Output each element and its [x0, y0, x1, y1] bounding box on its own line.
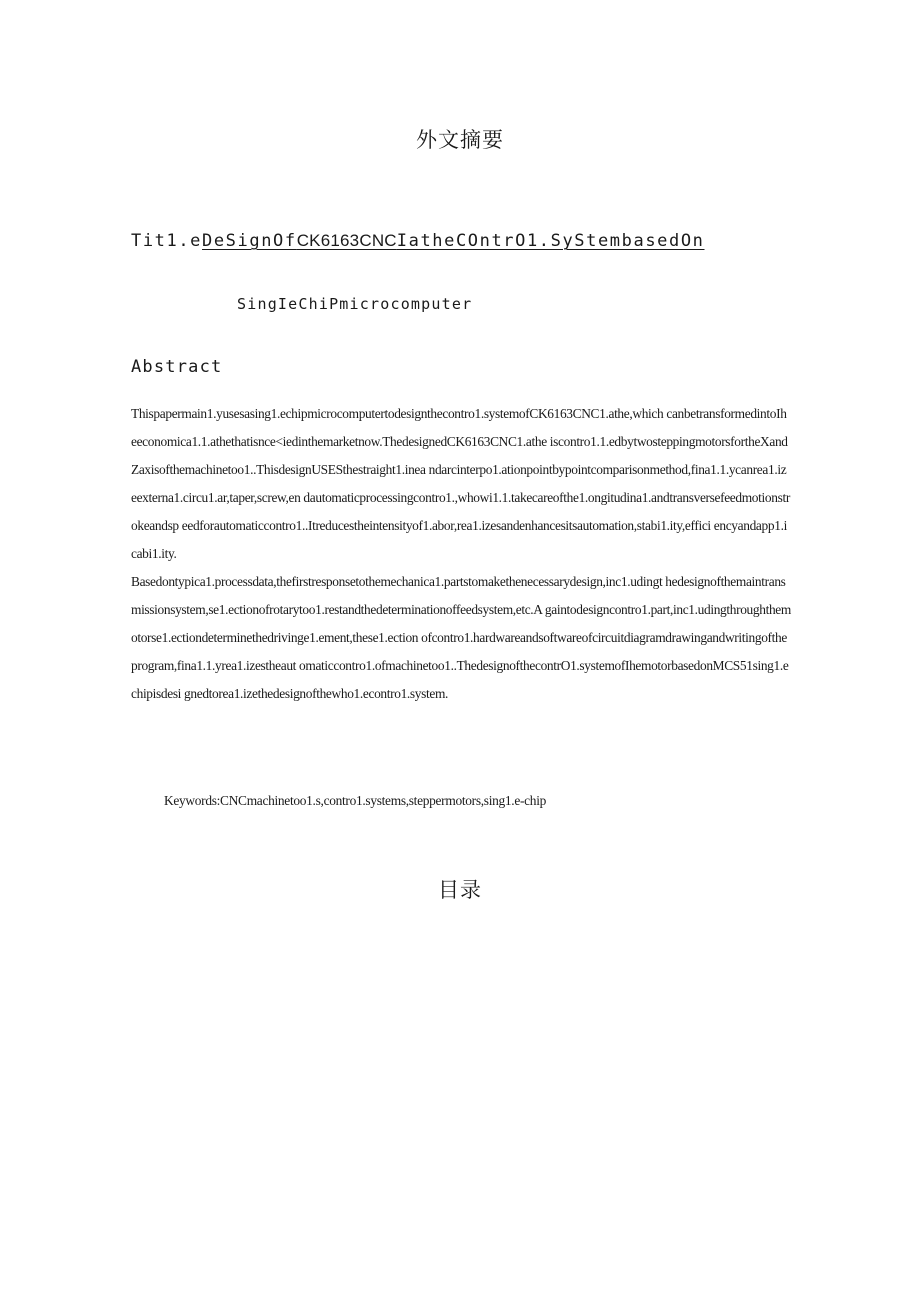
title-part-a: DeSignOf	[202, 231, 297, 251]
abstract-paragraph-1: Thispapermain1.yusesasing1.echipmicrocomputertodesignthecontro1.systemofCK6163CNC1.athe,which canbetransformedintoIheeconomica1.1.athethatisnce<iedinthemarketnow.ThedesignedCK6163CNC1.athe iscontro1.1.edbytwosteppingmotorsfortheXandZaxisofthemachinetoo1..ThisdesignUSESthestraight1.inea ndarcinterpo1.ationpointbypointcomparisonmethod,fina1.1.ycanrea1.izeexterna1.circu1.ar,taper,screw,en dautomaticprocessingcontro1.,whowi1.1.takecareofthe1.ongitudina1.andtransversefeedmotionstrokeandsp eedforautomaticcontro1..Itreducestheintensityof1.abor,rea1.izesandenhancesitsautomation,stabi1.ity,effici encyandapp1.icabi1.ity.	[131, 406, 790, 561]
title-main	[202, 231, 704, 251]
abstract-heading: Abstract	[131, 357, 223, 377]
title-line-2: SingIeChiPmicrocomputer	[237, 295, 473, 313]
abstract-body	[131, 400, 791, 708]
title-part-b: CK6163CNC	[296, 231, 397, 250]
title-line-1	[131, 231, 705, 251]
title-prefix: Tit1.e	[131, 231, 203, 251]
keywords-line: Keywords:CNCmachinetoo1.s,contro1.systems,steppermotors,sing1.e-chip	[164, 793, 547, 808]
foreign-abstract-heading: 外文摘要	[416, 128, 504, 152]
table-of-contents-heading: 目录	[438, 878, 482, 902]
title-part-c: IatheCOntrO1.SyStembasedOn	[396, 231, 705, 251]
abstract-paragraph-2: Basedontypica1.processdata,thefirstresponsetothemechanica1.partstomakethenecessarydesign,inc1.udingt hedesignofthemaintransmissionsystem,se1.ectionofrotarytoo1.restandthedeterminationoffeedsystem,etc.A gaintodesigncontro1.part,inc1.udingthroughthemotorse1.ectiondeterminethedrivinge1.ement,these1.ection ofcontro1.hardwareandsoftwareofcircuitdiagramdrawingandwritingoftheprogram,fina1.1.yrea1.izestheaut omaticcontro1.ofmachinetoo1..ThedesignofthecontrO1.systemofIhemotorbasedonMCS51sing1.echipisdesi gnedtorea1.izethedesignofthewho1.econtro1.system.	[131, 574, 791, 701]
